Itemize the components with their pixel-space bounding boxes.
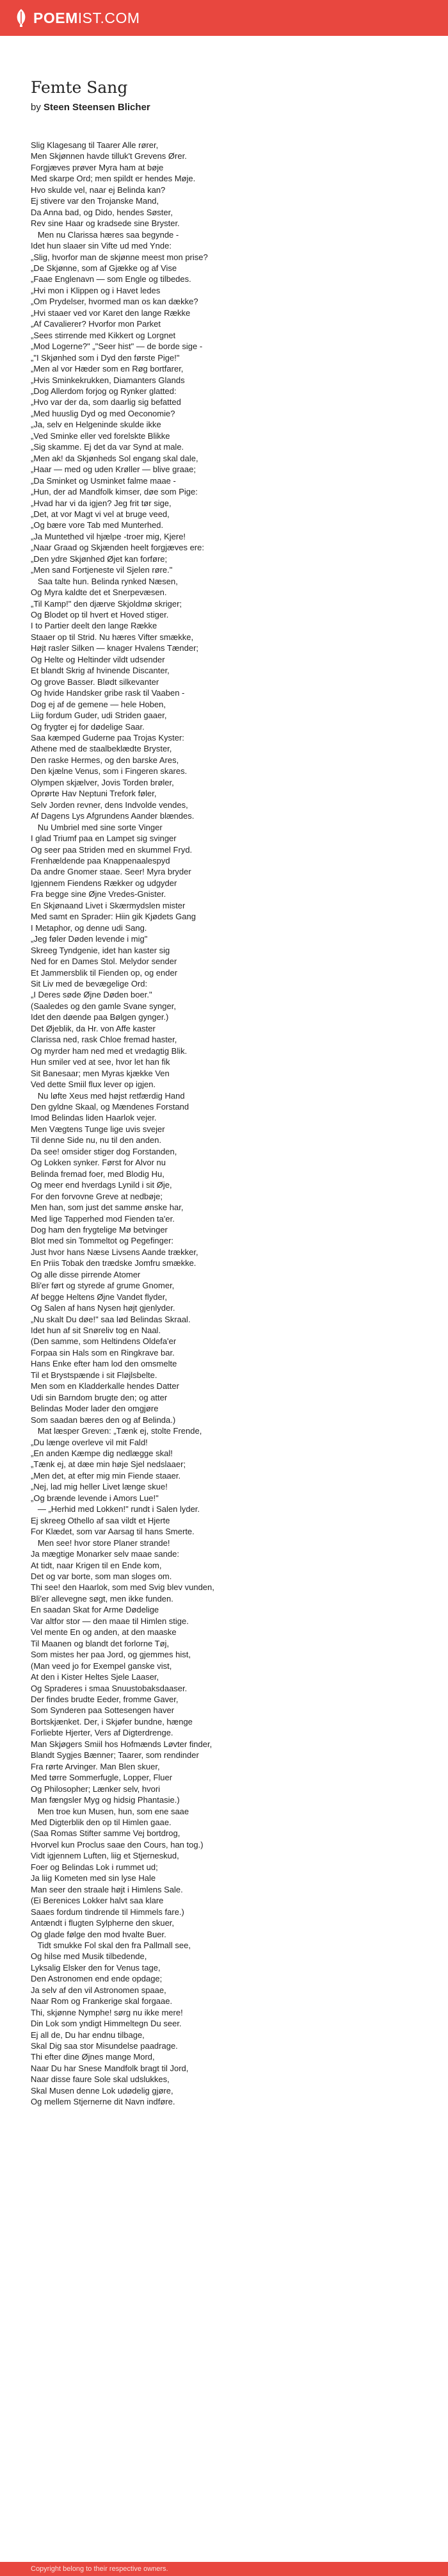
poem-line: „Haar — med og uden Krøller — blive graae; [31,464,196,475]
poem-line: „Den ydre Skjønhed Øjet kan forføre; [31,554,168,564]
poem-line: Bli'er ført og styrede af grume Gnomer, [31,1281,175,1291]
poem-line: Nu Umbriel med sine sorte Vinger [31,822,163,832]
poem-line: Hvo skulde vel, naar ej Belinda kan? [31,185,166,195]
poem-line: I Metaphor, og denne udi Sang. [31,923,147,933]
poem-line: „Sig skamme. Ej det da var Synd at male. [31,442,184,452]
poem-line: (Den samme, som Heltindens Oldefa'er [31,1336,177,1347]
poem-line: I to Partier deelt den lange Række [31,621,157,631]
poem-line: Igjennem Fiendens Rækker og udgyder [31,878,177,888]
poem-content [0,36,389,2108]
poem-line: Med skarpe Ord; men spildt er hendes Møje. [31,174,196,184]
poem-line: Man Skjøgers Smiil hos Hofmænds Løvter finder, [31,1739,212,1749]
poem-line: „Men sand Fortjeneste vil Sjelen røre." [31,565,173,575]
poem-line: Bli'er allevegne søgt, men ikke funden. [31,1593,173,1604]
poem-line: Dog ej af de gemene — hele Hoben, [31,699,166,709]
poem-line: Men see! hvor store Planer strande! [31,1538,170,1548]
poem-line: Ej stivere var den Trojanske Mand, [31,196,159,206]
poem-line: Idet hun af sit Snøreliv tog en Naal. [31,1325,161,1336]
poem-line: Saa kæmped Guderne paa Trojas Kyster: [31,733,184,743]
poem-line: Men troe kun Musen, hun, som ene saae [31,1806,189,1816]
poem-line: Ej skreeg Othello af saa vildt et Hjerte [31,1515,170,1525]
poem-line: Hans Enke efter ham lod den omsmelte [31,1359,177,1369]
poem-line: Sit Banesaar; men Myras kjække Ven [31,1068,170,1078]
poem-line: Hvorvel kun Proclus saae den Cours, han tog.) [31,1839,204,1850]
poem-line: „En anden Kæmpe dig nedlægge skal! [31,1448,173,1459]
poem-line: Som mistes her paa Jord, og gjemmes hist, [31,1650,191,1660]
poem-line: „Og brænde levende i Amors Lue!" [31,1493,159,1503]
poem-line: Med samt en Sprader: Hiin gik Kjødets Gang [31,912,196,922]
poem-line: Men som en Kladderkalle hendes Datter [31,1381,179,1391]
poem-line: Lyksalig Elsker den for Venus tage, [31,1962,161,1973]
poem-line: For Klædet, som var Aarsag til hans Smerte. [31,1527,195,1537]
poem-line: „Mod Logerne?" „"Seer hist" — de borde sige - [31,341,203,352]
poem-line: Fra begge sine Øjne Vredes-Gnister. [31,889,166,899]
poem-line: Som Synderen paa Sottesengen haver [31,1705,175,1716]
poem-line: Man fængsler Myg og hidsig Phantasie.) [31,1795,180,1805]
poem-line: Blandt Sygjes Bænner; Taarer, som rendinder [31,1750,199,1760]
poem-title: Femte Sang [31,78,128,97]
poem-line: Den gyldne Skaal, og Mændenes Forstand [31,1101,189,1112]
poem-line: Thi efter dine Øjnes mange Mord, [31,2052,155,2062]
poem-line: „I Deres søde Øjne Døden boer." [31,990,152,1000]
poem-line: „Nej, lad mig heller Livet længe skue! [31,1482,168,1492]
poem-line: „Til Kamp!" den djærve Skjoldmø skriger; [31,598,182,609]
poem-line: Der findes brudte Eeder, fromme Gaver, [31,1694,179,1704]
poem-line: Hun smiler ved at see, hvor let han fik [31,1057,170,1067]
poem-line: En saadan Skat for Arme Dødelige [31,1605,159,1615]
poem-line: Skal Musen denne Lok udødelig gjøre, [31,2085,173,2096]
poem-line: Ja mægtige Monarker selv maae sande: [31,1549,179,1559]
poem-line: Saaes fordum tindrende til Himmels fare.) [31,1907,184,1917]
poem-line: „De Skjønne, som af Gjække og af Vise [31,263,177,273]
poem-line: Og alle disse pirrende Atomer [31,1269,141,1279]
poem-line: Et Jammersblik til Fienden op, og ender [31,967,178,978]
brand-name-rest: IST.COM [77,9,140,26]
poem-line: Og hilse med Musik tilbedende, [31,1951,147,1962]
poem-line: Selv Jorden revner, dens Indvolde vendes, [31,800,188,810]
poem-line: „Hvis Sminkekrukken, Diamanters Glands [31,375,185,385]
poem-line: (Saaledes og den gamle Svane synger, [31,1001,176,1011]
poem-line: Slig Klagesang til Taarer Alle rører, [31,140,159,150]
poem-line: „Du længe overleve vil mit Fald! [31,1437,148,1447]
poem-line: Skreeg Tyndgenie, idet han kaster sig [31,945,170,955]
poem-line: „Om Prydelser, hvormed man os kan dække? [31,297,198,307]
poem-line: Dog ham den frygtelige Mø betvinger [31,1224,168,1235]
poem-line: Ej all de, Du har endnu tilbage, [31,2030,145,2040]
poem-line: Var altfor stor — den maae til Himlen stige. [31,1616,189,1626]
poem-line: (Man veed jo for Exempel ganske vist, [31,1661,172,1671]
poem-line: Man seer den straale højt i Himlens Sale. [31,1884,183,1894]
poem-line: Nu løfte Xeus med højst retfærdig Hand [31,1090,185,1101]
poem-line: Belindas Moder lader den omgjøre [31,1404,159,1414]
poem-line: „Af Cavalierer? Hvorfor mon Parket [31,319,161,329]
poem-line: Med Digterblik den op til Himlen gaae. [31,1817,172,1827]
poem-line: At tidt, naar Krigen til en Ende kom, [31,1560,162,1570]
poem-line: Og hvide Handsker gribe rask til Vaaben - [31,688,185,698]
poem-line: Din Lok som yndigt Himmeltegn Du seer. [31,2019,182,2029]
poem-line: „Hvi mon i Klippen og i Havet ledes [31,285,161,295]
poem-line: Vidt igjennem Luften, liig et Stjerneskud, [31,1851,179,1861]
poem-line: Naar Du har Snese Mandfolk bragt til Jord, [31,2063,189,2073]
poem-line: Som saadan bæres den og af Belinda.) [31,1415,176,1425]
poem-author-link[interactable]: Steen Steensen Blicher [44,102,150,113]
poem-line: Og Blodet op til hvert et Hoved stiger. [31,610,169,620]
poem-line: „Det, at vor Magt vi vel at bruge veed, [31,509,170,519]
poem-line: Med lige Tapperhed mod Fienden ta'er. [31,1213,175,1224]
poem-line: (Ei Berenices Lokker halvt saa klare [31,1896,164,1906]
poem-line: Da see! omsider stiger dog Forstanden, [31,1146,177,1156]
poem-line: Athene med de staalbeklædte Bryster, [31,744,172,754]
poem-line: Forpaa sin Hals som en Ringkrave bar. [31,1347,175,1358]
poem-line: „Og bære vore Tab med Munterhed. [31,520,164,530]
poem-line: Olympen skjælver, Jovis Torden brøler, [31,777,174,787]
poem-line: „"I Skjønhed som i Dyd den første Pige!" [31,352,180,363]
poem-line: „Sees stirrende med Kikkert og Lorgnet [31,330,176,340]
poem-line: Og Helte og Heltinder vildt udsender [31,654,165,664]
poem-line: Og Salen af hans Nysen højt gjenlyder. [31,1303,175,1313]
poem-line: Ja liig Kometen med sin lyse Hale [31,1873,156,1883]
poem-line: Belinda fremad foer, med Blodig Hu, [31,1169,164,1179]
poem-line: Men han, som just det samme ønske har, [31,1202,184,1213]
poem-line: „Nu skalt Du døe!" saa lød Belindas Skraal. [31,1314,191,1324]
poem-line: Til et Brystspænde i sit Fløjlsbelte. [31,1370,157,1380]
poem-line: Thi see! den Haarlok, som med Svig blev vunden, [31,1582,214,1593]
poem-line: En Skjønaand Livet i Skærmydslen mister [31,900,186,910]
poem-line: Men Skjønnen havde tilluk't Grevens Ører. [31,151,187,161]
poem-line: Naar disse faure Sole skal udslukkes, [31,2074,170,2085]
poem-line: Men nu Clarissa hæres saa begynde - [31,229,179,240]
poem-line: „Hun, der ad Mandfolk kimser, døe som Pige: [31,487,198,497]
poem-line: „Ja Muntethed vil hjælpe -troer mig, Kjere! [31,531,186,541]
by-label: by [31,102,41,113]
poem-line: At den i Kister Heltes Sjele Laaser, [31,1672,159,1682]
poem-line: En Priis Tobak den trædske Jomfru smække. [31,1258,196,1268]
poem-line: Blot med sin Tommeltot og Pegefinger: [31,1236,174,1246]
poem-line: „Men det, at efter mig min Fiende staaer. [31,1470,181,1481]
poem-line: Til Maanen og blandt det forlorne Tøj, [31,1638,170,1648]
poem-line: Idet den døende paa Bølgen gynger.) [31,1012,169,1022]
poem-line: Naar Rom og Frankerige skal forgaae. [31,1996,173,2006]
poem-line: (Saa Romas Stifter samme Vej bortdrog, [31,1828,180,1839]
poem-line: Rev sine Haar og kradsede sine Bryster. [31,218,180,229]
poem-line: Den Astronomen end ende opdage; [31,1974,163,1984]
poem-line: Den raske Hermes, og den barske Ares, [31,755,179,765]
poem-line: Det Øjeblik, da Hr. von Affe kaster [31,1023,156,1033]
site-logo-text [33,10,140,27]
poem-line: „Jeg føler Døden levende i mig" [31,934,148,944]
site-logo[interactable] [14,8,140,28]
poem-line: Og mellem Stjernerne dit Navn indføre. [31,2097,175,2107]
poem-line: „Naar Graad og Skjænden heelt forgjæves ere: [31,543,204,553]
poem-line: Forliebte Hjerter, Vers af Digterdrenge. [31,1728,173,1738]
poem-line: Sit Liv med de bevægelige Ord: [31,978,148,989]
site-footer [0,2562,448,2576]
poem-line: Ved dette Smiil flux lever op igjen. [31,1079,156,1090]
poem-line: Liig fordum Guder, udi Striden gaaer, [31,710,167,721]
poem-line: Ja selv af den vil Astronomen spaae, [31,1985,166,1995]
poem-body [31,140,389,2108]
poem-line: Af begge Heltens Øjne Vandet flyder, [31,1292,167,1302]
poem-line: Forgjæves prøver Myra ham at bøje [31,162,164,172]
poem-line: Et blandt Skrig af hvinende Discanter, [31,666,170,676]
poem-line: Men Vægtens Tunge lige uvis svejer [31,1124,165,1134]
poem-line: „Men ak! da Skjønheds Sol engang skal dale, [31,453,198,463]
site-header [0,0,448,36]
poem-line: Clarissa ned, rask Chloe fremad haster, [31,1035,177,1045]
poem-line: Staaer op til Strid. Nu hæres Vifter smække, [31,632,194,642]
poem-line: Vel mente En og anden, at den maaske [31,1627,177,1637]
poem-line: Det og var borte, som man sloges om. [31,1571,172,1581]
feather-pen-icon [14,8,28,28]
poem-line: Fra rørte Arvinger. Man Blen skuer, [31,1761,160,1771]
poem-line: Udi sin Barndom brugte den; og atter [31,1392,168,1402]
poem-line: Skal Dig saa stor Misundelse paadrage. [31,2041,178,2051]
poem-line: Oprørte Hav Neptuni Trefork føler, [31,789,157,799]
poem-line: Og glade følge den mod hvalte Buer. [31,1929,166,1939]
poem-line: Just hvor hans Næse Livsens Aande trækker, [31,1247,198,1257]
brand-name-bold: POEM [33,9,78,26]
poem-line: „Hvo var der da, som daarlig sig befatted [31,397,181,407]
poem-line: Og grove Basser. Blødt silkevanter [31,677,159,687]
poem-line: Og meer end hverdags Lynild i sit Øje, [31,1180,172,1190]
poem-line: Tidt smukke Fol skal den fra Pallmall see, [31,1940,191,1950]
poem-line: Og Myra kaldte det et Snerpevæsen. [31,587,167,598]
poem-line: „Med huuslig Dyd og med Oeconomie? [31,408,175,418]
poem-line: Højt rasler Silken — knager Hvalens Tænder; [31,643,199,653]
poem-line: I glad Triumf paa en Lampet sig svinger [31,833,177,844]
poem-line: „Ved Sminke eller ved forelskte Blikke [31,431,170,441]
copyright-text: Copyright belong to their respective owners. [31,2565,168,2573]
poem-line: Idet hun slaaer sin Vifte ud med Ynde: [31,241,172,251]
poem-line: Da andre Gnomer staae. Seer! Myra bryder [31,867,191,877]
poem-line: Og seer paa Striden med en skummel Fryd. [31,844,193,855]
poem-line: „Da Sminket og Usminket falme maae - [31,475,176,486]
poem-line: Antændt i flugten Sylpherne den skuer, [31,1918,175,1928]
poem-line: Foer og Belindas Lok i rummet ud; [31,1862,158,1872]
poem-line: For den forvovne Greve at nedbøje; [31,1191,163,1201]
poem-line: Da Anna bad, og Dido, hendes Søster, [31,207,173,217]
poem-line: „Men al vor Hæder som en Røg bortfarer, [31,364,184,374]
poem-line: Bortskjænket. Der, i Skjøfer bundne, hænge [31,1716,193,1727]
poem-line: Og Lokken synker. Først for Alvor nu [31,1158,166,1168]
poem-line: Og Philosopher; Lænker selv, hvori [31,1784,161,1794]
poem-line: — „Herhid med Lokken!" rundt i Salen lyder. [31,1504,200,1514]
poem-line: Mat læsper Greven: „Tænk ej, stolte Frende, [31,1426,202,1436]
poem-line: Af Dagens Lys Afgrundens Aander blændes. [31,811,195,821]
poem-line: Den kjælne Venus, som i Fingeren skares. [31,766,188,776]
poem-line: Til denne Side nu, nu til den anden. [31,1135,162,1145]
poem-line: Og myrder ham ned med et vredagtig Blik. [31,1046,188,1056]
poem-line: Frenhældende paa Knappenaalespyd [31,856,170,866]
poem-line: Imod Belindas liden Haarlok vejer. [31,1113,157,1123]
poem-line: „Dog Allerdom forjog og Rynker glatted: [31,386,177,396]
poem-line: Og Spraderes i smaa Snuustobaksdaaser. [31,1683,188,1693]
poem-line: Med tørre Sommerfugle, Lopper, Fluer [31,1773,173,1783]
poem-line: „Ja, selv en Helgeninde skulde ikke [31,420,161,430]
poem-line: „Hvi staaer ved vor Karet den lange Række [31,308,191,318]
poem-line: Ned for en Dames Stol. Melydor sender [31,956,177,967]
poem-byline [31,102,389,113]
poem-line: Thi, skjønne Nymphe! sørg nu ikke mere! [31,2007,183,2017]
poem-line: Og frygter ej for dødelige Saar. [31,721,145,732]
poem-line: „Hvad har vi da igjen? Jeg frit tør sige, [31,498,172,508]
poem-line: „Faae Englenavn — som Engle og tilbedes. [31,274,191,284]
poem-line: „Slig, hvorfor man de skjønne meest mon prise? [31,252,208,262]
poem-line: Saa talte hun. Belinda rynked Næsen, [31,576,178,586]
poem-line: „Tænk ej, at dæe min høje Sjel nedslaaer; [31,1459,186,1470]
